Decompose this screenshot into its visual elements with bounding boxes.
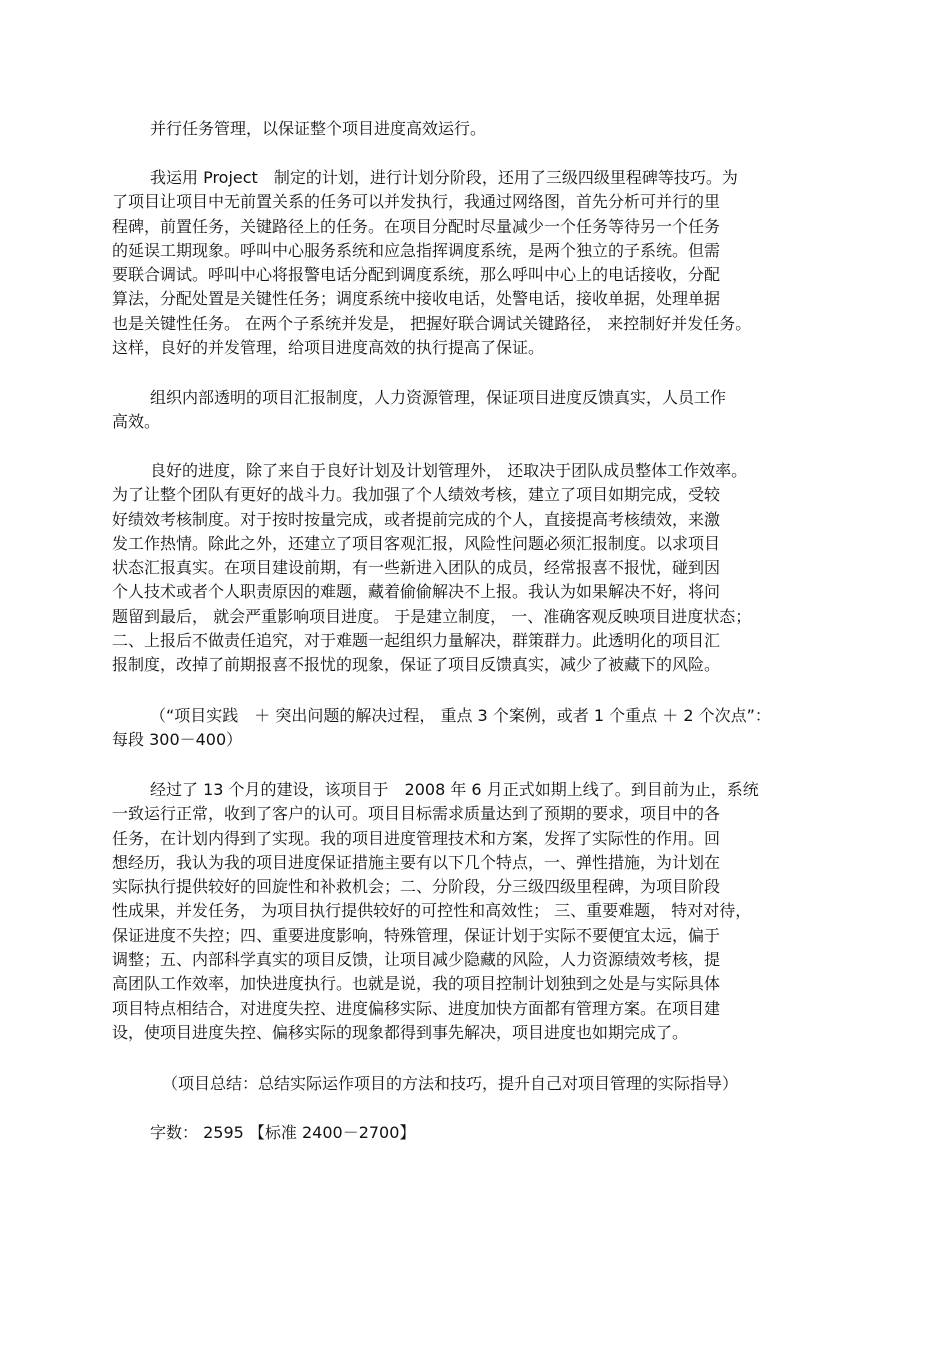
- text-line: 性成果，并发任务， 为项目执行提供较好的可控性和高效性； 三、重要难题， 特对对待，: [112, 901, 752, 921]
- text-line: 这样，良好的并发管理，给项目进度高效的执行提高了保证。: [112, 338, 545, 358]
- text-line: 二、上报后不做责任追究，对于难题一起组织力量解决，群策群力。此透明化的项目汇: [112, 631, 721, 651]
- text-line: 项目特点相结合，对进度失控、进度偏移实际、进度加快方面都有管理方案。在项目建: [112, 998, 721, 1018]
- text-line: 每段 300－400）: [112, 730, 243, 750]
- paragraph-summary: [112, 778, 842, 1045]
- text-line: 设，使项目进度失控、偏移实际的现象都得到事先解决，项目进度也如期完成了。: [112, 1022, 689, 1042]
- text-line: 的延误工期现象。呼叫中心服务系统和应急指挥调度系统，是两个独立的子系统。但需: [112, 240, 721, 260]
- paragraph-project-plan: [112, 166, 842, 360]
- text-line: 保证进度不失控；四、重要进度影响，特殊管理，保证计划于实际不要便宜太远，偏于: [112, 925, 721, 945]
- word-count: 字数： 2595 【标准 2400－2700】: [150, 1123, 416, 1142]
- text-line: 算法，分配处置是关键性任务；调度系统中接收电话，处警电话，接收单据，处理单据: [112, 289, 721, 309]
- paragraph-team-efficiency: [112, 459, 842, 678]
- text-line: 组织内部透明的项目汇报制度，人力资源管理，保证项目进度反馈真实，人员工作: [150, 388, 727, 407]
- paragraph-reporting-system: [112, 386, 842, 435]
- text-line: 良好的进度，除了来自于良好计划及计划管理外， 还取决于团队成员整体工作效率。: [150, 461, 748, 480]
- paragraph-intro-continuation: [112, 117, 842, 141]
- paragraph-note-cases: [112, 704, 842, 753]
- text-line: 高团队工作效率，加快进度执行。也就是说，我的项目控制计划独到之处是与实际具体: [112, 974, 721, 994]
- text-line: 题留到最后， 就会严重影响项目进度。 于是建立制度， 一、准确客观反映项目进度状态；: [112, 606, 752, 626]
- paragraph-note-summary: [124, 1072, 854, 1096]
- text-line: 并行任务管理，以保证整个项目进度高效运行。: [150, 119, 487, 138]
- text-line: 为了让整个团队有更好的战斗力。我加强了个人绩效考核，建立了项目如期完成，受较: [112, 485, 721, 505]
- text-line: （“项目实践 ＋ 突出问题的解决过程， 重点 3 个案例，或者 1 个重点 ＋ 2 个次点”：: [150, 706, 771, 725]
- text-line: 高效。: [112, 412, 161, 432]
- text-line: 想经历，我认为我的项目进度保证措施主要有以下几个特点，一、弹性措施，为计划在: [112, 852, 721, 872]
- text-line: 经过了 13 个月的建设，该项目于 2008 年 6 月正式如期上线了。到目前为止，系统: [150, 780, 759, 799]
- text-line: 好绩效考核制度。对于按时按量完成，或者提前完成的个人，直接提高考核绩效，来激: [112, 509, 721, 529]
- text-line: 实际执行提供较好的回旋性和补救机会；二、分阶段，分三级四级里程碑，为项目阶段: [112, 877, 721, 897]
- text-line: 要联合调试。呼叫中心将报警电话分配到调度系统，那么呼叫中心上的电话接收，分配: [112, 265, 721, 285]
- text-line: 调整；五、内部科学真实的项目反馈，让项目减少隐藏的风险，人力资源绩效考核，提: [112, 950, 721, 970]
- text-line: 一致运行正常，收到了客户的认可。项目目标需求质量达到了预期的要求，项目中的各: [112, 804, 721, 824]
- text-line: 状态汇报真实。在项目建设前期，有一些新进入团队的成员，经常报喜不报忧，碰到因: [112, 558, 721, 578]
- text-line: 报制度，改掉了前期报喜不报忧的现象，保证了项目反馈真实，减少了被藏下的风险。: [112, 655, 721, 675]
- text-line: 个人技术或者个人职责原因的难题，藏着偷偷解决不上报。我认为如果解决不好，将问: [112, 582, 721, 602]
- text-line: 了项目让项目中无前置关系的任务可以并发执行，我通过网络图，首先分析可并行的里: [112, 192, 721, 212]
- text-line: 也是关键性任务。 在两个子系统并发是， 把握好联合调试关键路径， 来控制好并发任务。: [112, 313, 752, 333]
- text-line: 任务，在计划内得到了实现。我的项目进度管理技术和方案，发挥了实际性的作用。回: [112, 828, 721, 848]
- text-line: （项目总结：总结实际运作项目的方法和技巧，提升自己对项目管理的实际指导）: [162, 1074, 739, 1093]
- text-line: 发工作热情。除此之外，还建立了项目客观汇报，风险性问题必须汇报制度。以求项目: [112, 533, 721, 553]
- text-line: 程碑，前置任务，关键路径上的任务。在项目分配时尽量减少一个任务等待另一个任务: [112, 216, 721, 236]
- text-line: 我运用 Project 制定的计划，进行计划分阶段，还用了三级四级里程碑等技巧。为: [150, 168, 738, 187]
- paragraph-word-count: [112, 1121, 842, 1145]
